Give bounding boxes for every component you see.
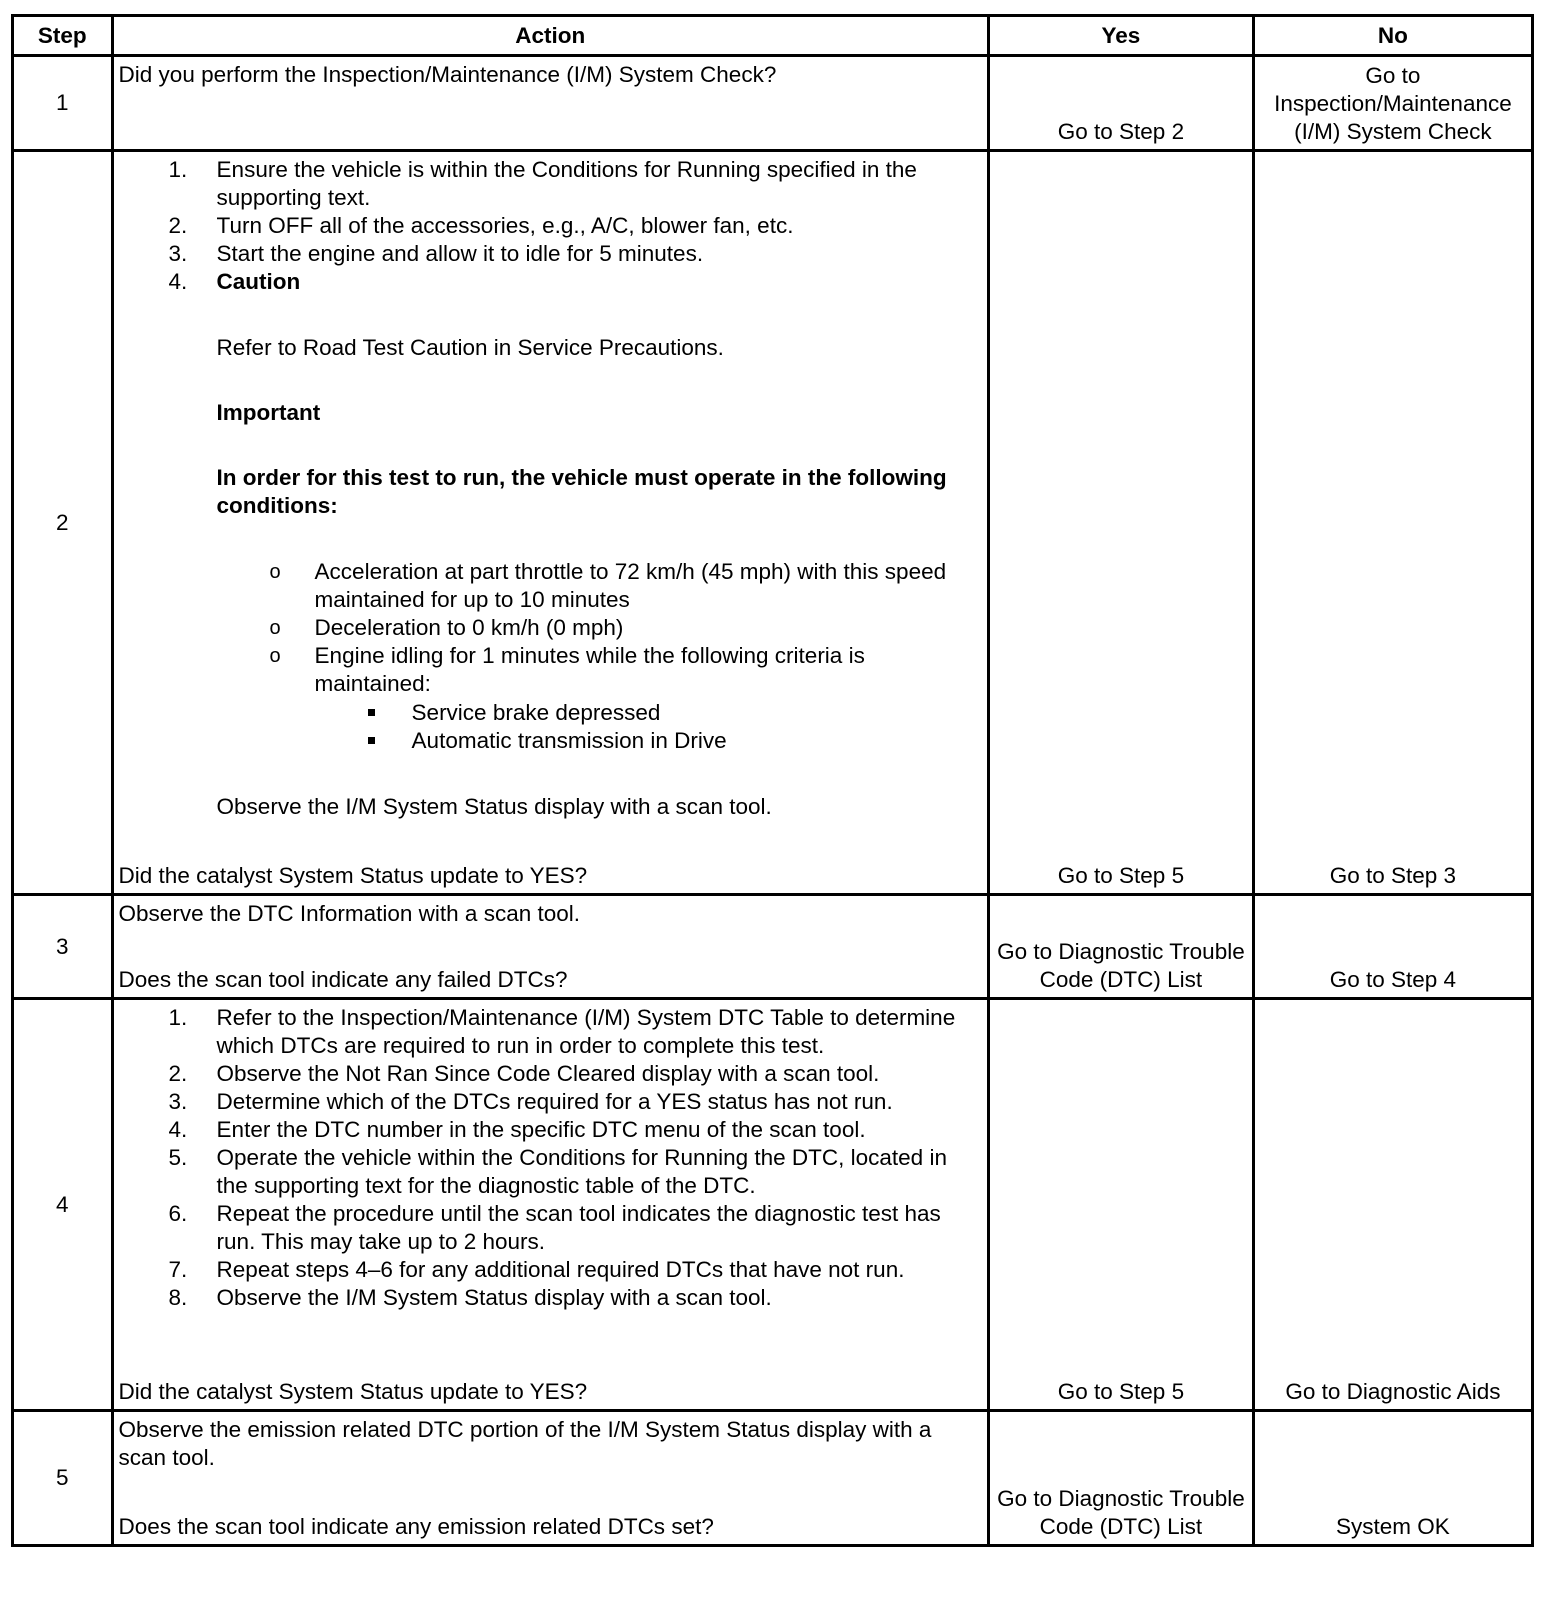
list-item: 3. Determine which of the DTCs required for a YES status has not run. xyxy=(168,1089,893,1114)
instruction: Observe the emission related DTC portion of the I/M System Status display with a scan tool. xyxy=(118,1417,932,1470)
criteria-list xyxy=(315,699,981,755)
list-item: 5. Operate the vehicle within the Conditions for Running the DTC, located in the supporting text for the diagnostic table of the DTC. xyxy=(168,1145,947,1198)
list-item: 8. Observe the I/M System Status display with a scan tool. xyxy=(168,1285,772,1310)
no-result: System OK xyxy=(1253,1411,1532,1546)
question: Did the catalyst System Status update to YES? xyxy=(118,1379,588,1404)
table-row-step-5 xyxy=(13,1411,1533,1546)
table-row-step-3 xyxy=(13,895,1533,999)
action-cell xyxy=(112,999,988,1411)
no-result: Go to Inspection/Maintenance (I/M) System Check xyxy=(1253,56,1532,151)
conditions-list xyxy=(119,558,981,755)
step-number: 4 xyxy=(13,999,113,1411)
header-step: Step xyxy=(13,16,113,56)
list-item: Automatic transmission in Drive xyxy=(412,727,981,755)
action-cell xyxy=(112,1411,988,1546)
step-number: 3 xyxy=(13,895,113,999)
table-row-step-2 xyxy=(13,151,1533,895)
list-item: o Engine idling for 1 minutes while the following criteria is maintained: Service brake depressed Automatic transmission in Drive xyxy=(119,642,981,755)
action-cell xyxy=(112,895,988,999)
list-item: 1. Refer to the Inspection/Maintenance (I/M) System DTC Table to determine which DTCs are required to run in order to complete this test. xyxy=(168,1005,956,1058)
no-result: Go to Step 3 xyxy=(1253,151,1532,895)
important-text: In order for this test to run, the vehicle must operate in the following conditions: xyxy=(216,465,947,518)
step-number: 2 xyxy=(13,151,113,895)
yes-result: Go to Step 5 xyxy=(989,151,1254,895)
instruction: Observe the DTC Information with a scan tool. xyxy=(118,901,580,926)
list-item: 3. Start the engine and allow it to idle for 5 minutes. xyxy=(168,241,704,266)
yes-result: Go to Step 5 xyxy=(989,999,1254,1411)
no-result: Go to Step 4 xyxy=(1253,895,1532,999)
list-item: 4. Caution xyxy=(168,269,301,294)
list-item: 2. Observe the Not Ran Since Code Cleared display with a scan tool. xyxy=(168,1061,880,1086)
action-cell xyxy=(112,56,988,151)
procedure-list xyxy=(119,156,981,296)
step-number: 1 xyxy=(13,56,113,151)
list-item: 6. Repeat the procedure until the scan tool indicates the diagnostic test has run. This may take up to 2 hours. xyxy=(168,1201,941,1254)
header-yes: Yes xyxy=(989,16,1254,56)
list-item: 2. Turn OFF all of the accessories, e.g., A/C, blower fan, etc. xyxy=(168,213,794,238)
question: Does the scan tool indicate any failed DTCs? xyxy=(118,967,568,992)
no-result: Go to Diagnostic Aids xyxy=(1253,999,1532,1411)
question: Did you perform the Inspection/Maintenance (I/M) System Check? xyxy=(118,62,777,87)
table-header-row xyxy=(13,16,1533,56)
list-item: o Acceleration at part throttle to 72 km/h (45 mph) with this speed maintained for up to 10 minutes xyxy=(269,559,947,612)
observe-text: Observe the I/M System Status display with a scan tool. xyxy=(216,794,772,819)
procedure-list xyxy=(119,1004,981,1312)
list-item: o Deceleration to 0 km/h (0 mph) xyxy=(269,615,624,640)
list-item: 1. Ensure the vehicle is within the Conditions for Running specified in the supporting text. xyxy=(168,157,917,210)
important-label: Important xyxy=(216,400,321,425)
question: Did the catalyst System Status update to YES? xyxy=(118,863,588,888)
table-row-step-1 xyxy=(13,56,1533,151)
list-item: Service brake depressed xyxy=(412,699,981,727)
header-action: Action xyxy=(112,16,988,56)
step-number: 5 xyxy=(13,1411,113,1546)
table-row-step-4 xyxy=(13,999,1533,1411)
list-item: 4. Enter the DTC number in the specific DTC menu of the scan tool. xyxy=(168,1117,866,1142)
question: Does the scan tool indicate any emission related DTCs set? xyxy=(118,1514,714,1539)
yes-result: Go to Step 2 xyxy=(989,56,1254,151)
action-cell xyxy=(112,151,988,895)
yes-result: Go to Diagnostic Trouble Code (DTC) List xyxy=(989,895,1254,999)
yes-result: Go to Diagnostic Trouble Code (DTC) List xyxy=(989,1411,1254,1546)
diagnostic-table xyxy=(11,14,1534,1547)
header-no: No xyxy=(1253,16,1532,56)
list-item: 7. Repeat steps 4–6 for any additional required DTCs that have not run. xyxy=(168,1257,905,1282)
caution-text: Refer to Road Test Caution in Service Precautions. xyxy=(216,335,724,360)
